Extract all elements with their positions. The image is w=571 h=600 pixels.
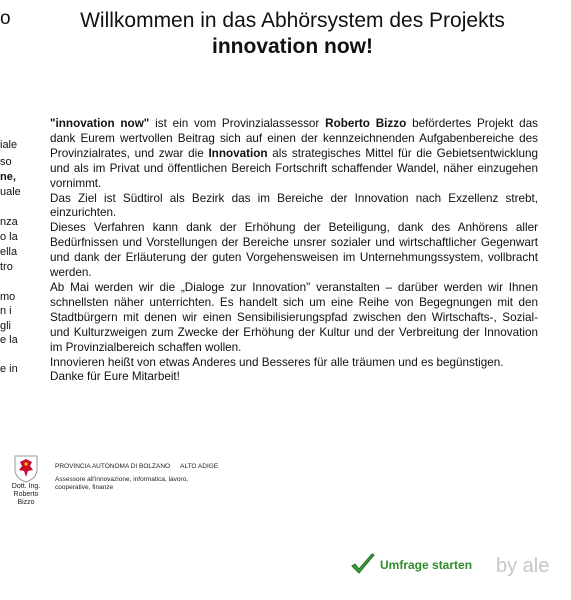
organization-name <box>55 463 218 471</box>
project-quote: "innovation now" <box>50 117 150 130</box>
left-fragment: iale <box>0 139 18 151</box>
assessor-name: Roberto Bizzo <box>325 117 407 130</box>
left-fragment: ne, <box>0 171 16 183</box>
intro-text-3: als strategisches Mittel für die Gebietsentwicklung und als im Privat und öffentlichen Bereich Fortschrift schaffender Wandel, näher einzugehen vornimmt. <box>50 146 538 190</box>
logo-caption-line2: Roberto Bizzo <box>13 491 39 506</box>
left-fragment: gli <box>0 320 12 332</box>
left-fragment: tro <box>0 261 13 273</box>
logo-caption-line1: Dott. Ing. <box>11 483 41 490</box>
innovate-paragraph: Innovieren heißt von etwas Anderes und Besseres für alle träumen und es begünstigen. <box>50 355 504 369</box>
left-fragment: o <box>0 8 11 29</box>
org-department-line2: cooperative, finanze <box>55 484 114 491</box>
left-fragment: uale <box>0 186 21 198</box>
left-fragment: o la <box>0 231 18 243</box>
left-fragment: e in <box>0 363 18 375</box>
intro-text-1: ist ein vom Provinzialassessor <box>149 117 326 130</box>
coat-of-arms-icon <box>14 455 38 483</box>
left-fragment: e la <box>0 334 18 346</box>
start-survey-button[interactable] <box>350 552 472 578</box>
project-name-title: innovation now! <box>212 35 373 58</box>
left-fragment: nza <box>0 216 18 228</box>
org-department-line1: Assessore all'innovazione, informatica, lavoro, <box>55 476 189 483</box>
intro-paragraph <box>50 117 538 192</box>
welcome-text <box>50 117 538 385</box>
checkmark-icon <box>350 552 376 578</box>
start-survey-label: Umfrage starten <box>380 558 473 572</box>
innovation-word: Innovation <box>208 146 268 160</box>
left-fragment: n i <box>0 305 12 317</box>
left-cutoff-column <box>0 0 22 600</box>
goal-paragraph: Das Ziel ist Südtirol als Bezirk das im Bereiche der Innovation nach Exzellenz strebt, einzurichten. <box>50 191 538 220</box>
byline-watermark: by ale <box>496 555 550 577</box>
left-fragment: so <box>0 156 12 168</box>
page-header <box>40 8 545 60</box>
intro-text-2: befördertes Projekt das dank Eurem wertvollen Beitrag sich auf einen der kennzeichnenden Aufgabenbereiche des Provinzialrates, und zwar die <box>50 117 538 160</box>
left-fragment: ella <box>0 246 18 258</box>
method-paragraph: Dieses Verfahren kann dank der Erhöhung der Beteiligung, dank des Anhörens aller Bedürfnissen und Vorstellungen der Bereiche unsrer sozialer und wirtschaftlicher Gegenwart und dank der Erläuterung der guten Vorgehensweisen im Unternehmungssystem, vollbracht werden. <box>50 221 538 280</box>
organization-info <box>55 463 218 492</box>
org-name-de: ALTO ADIGE <box>180 463 219 470</box>
page-title: Willkommen in das Abhörsystem des Projekts <box>80 9 505 32</box>
thanks-paragraph: Danke für Eure Mitarbeit! <box>50 370 180 384</box>
org-name-it: PROVINCIA AUTONOMA DI BOLZANO <box>55 463 171 470</box>
assessor-logo <box>6 455 46 507</box>
dialogues-paragraph: Ab Mai werden wir die „Dialoge zur Innovation" veranstalten – darüber werden wir Ihnen schnellsten näher unterrichten. Es handelt sich um eine Reihe von Begegnungen mit den Stadtbürgern mit denen wir einen Sensibilisierungspfad zwischen den Wirtschafts-, Sozial- und Kulturzweigen zum Zwecke der Erhöhung der Kultur und der Verbreitung der Innovation im Provinzialbereich schaffen wollen. <box>50 280 538 354</box>
left-fragment: mo <box>0 291 16 303</box>
